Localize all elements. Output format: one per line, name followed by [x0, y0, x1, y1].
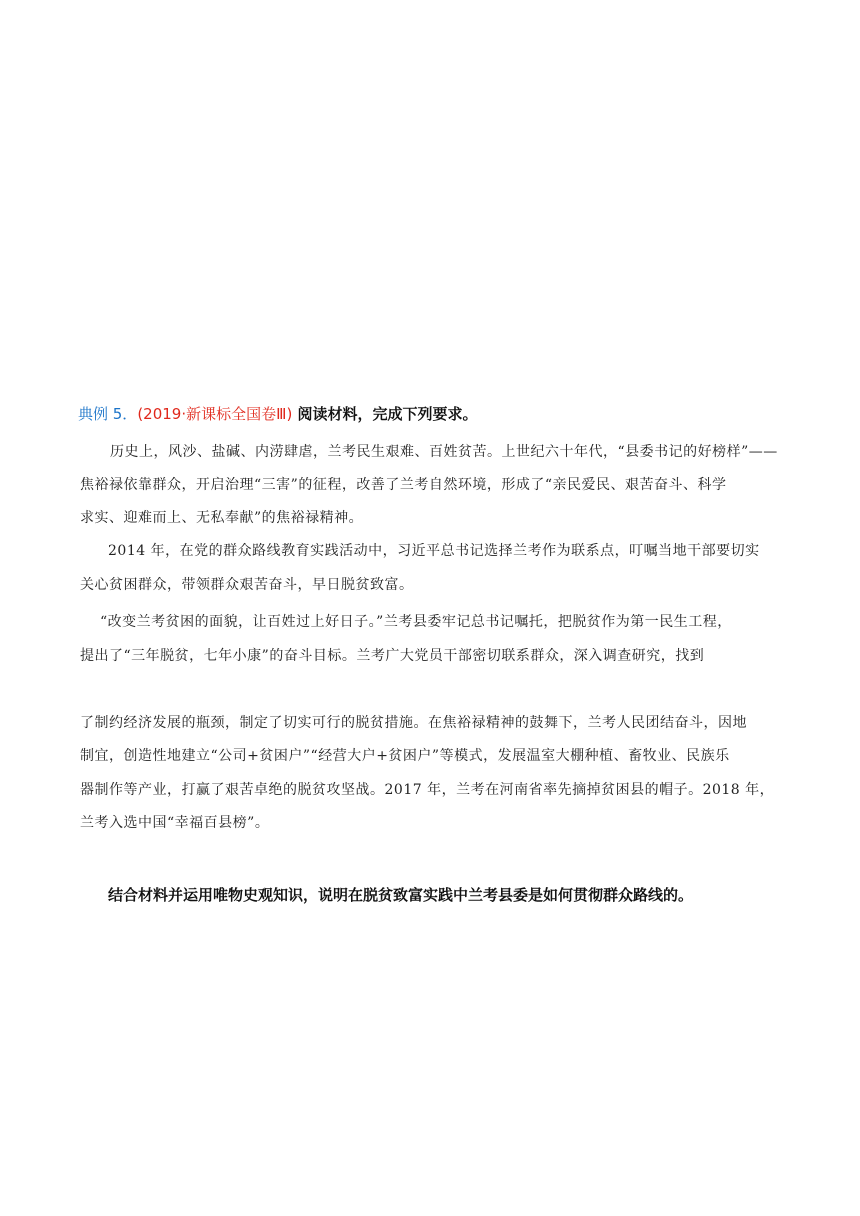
example-instruction: 阅读材料，完成下列要求。 [292, 405, 478, 423]
material-line: 关心贫困群众，带领群众艰苦奋斗，早日脱贫致富。 [80, 577, 414, 593]
material-line: 了制约经济发展的瓶颈，制定了切实可行的脱贫措施。在焦裕禄精神的鼓舞下，兰考人民团结奋斗，因地 [80, 715, 747, 731]
material-line: 器制作等产业，打赢了艰苦卓绝的脱贫攻坚战。2017 年，兰考在河南省率先摘掉贫困县的帽子。2018 年， [80, 782, 775, 798]
example-source: (2019·新课标全国卷Ⅲ) [137, 405, 293, 423]
material-line: 兰考入选中国“幸福百县榜”。 [80, 815, 270, 831]
material-line: 历史上，风沙、盐碱、内涝肆虐，兰考民生艰难、百姓贫苦。上世纪六十年代，“县委书记的好榜样”—— [110, 444, 778, 460]
material-line: “改变兰考贫困的面貌，让百姓过上好日子。”兰考县委牢记总书记嘱托，把脱贫作为第一民生工程， [100, 614, 732, 630]
material-line: 2014 年，在党的群众路线教育实践活动中，习近平总书记选择兰考作为联系点，叮嘱当地干部要切实 [108, 543, 760, 559]
question-text: 结合材料并运用唯物史观知识，说明在脱贫致富实践中兰考县委是如何贯彻群众路线的。 [108, 886, 694, 904]
example-label: 典例 5． [78, 405, 138, 423]
material-line: 求实、迎难而上、无私奉献”的焦裕禄精神。 [80, 510, 364, 526]
material-line: 焦裕禄依靠群众，开启治理“三害”的征程，改善了兰考自然环境，形成了“亲民爱民、艰苦奋斗、科学 [80, 477, 727, 493]
material-line: 制宜，创造性地建立“公司+贫困户”“经营大户+贫困户”等模式，发展温室大棚种植、畜牧业、民族乐 [80, 748, 730, 764]
example-heading [78, 403, 478, 425]
material-line: 提出了“三年脱贫，七年小康”的奋斗目标。兰考广大党员干部密切联系群众，深入调查研究，找到 [80, 648, 705, 664]
